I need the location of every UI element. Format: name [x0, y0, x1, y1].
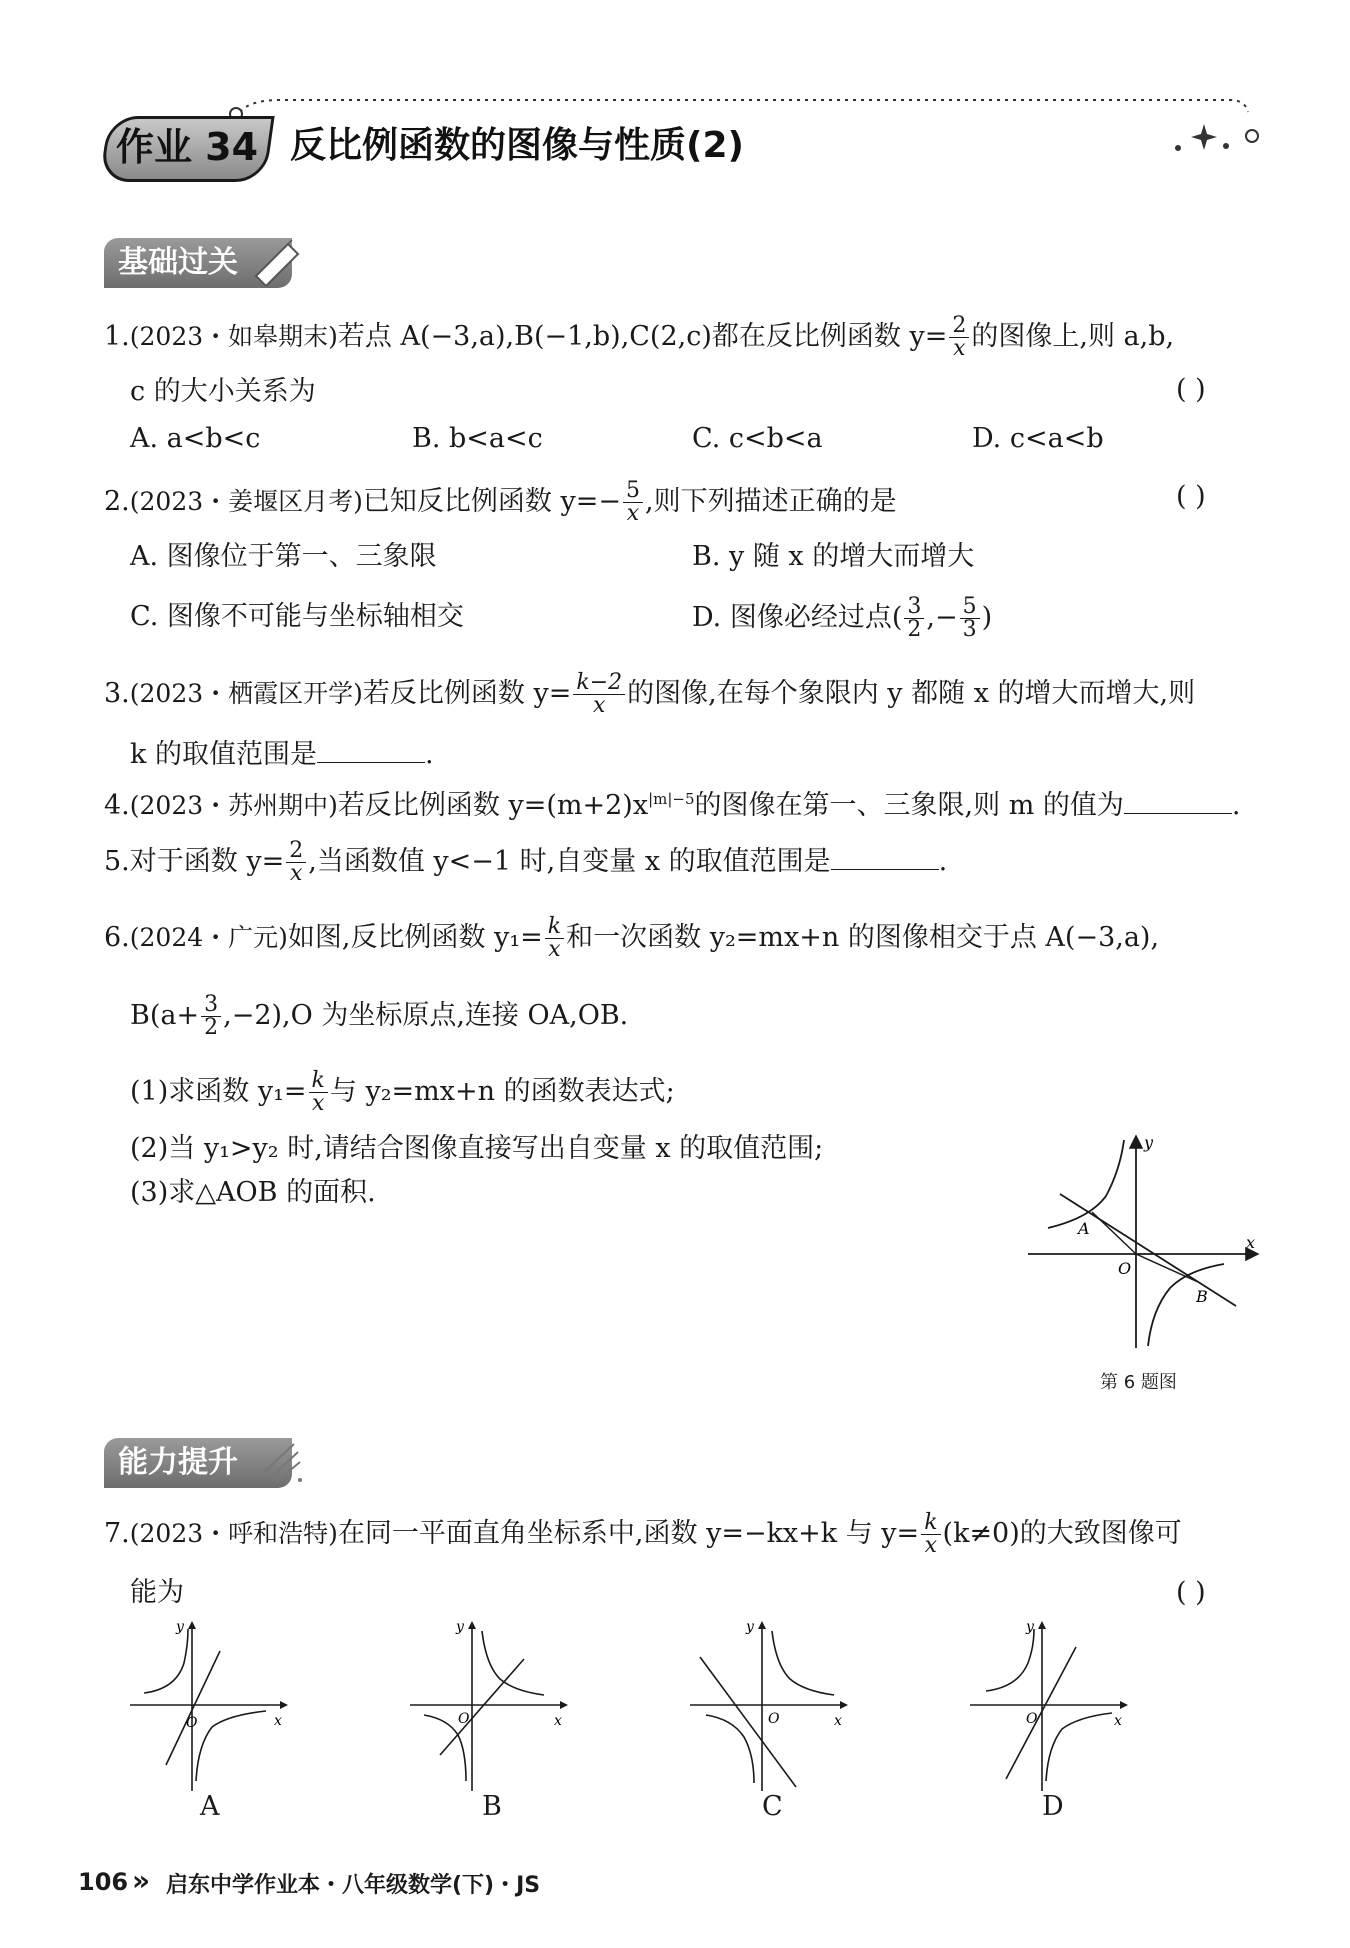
axis-label-x: x	[554, 1713, 562, 1729]
linear-function-line	[1060, 1194, 1236, 1306]
question-text-cont: ,当函数值 y<−1 时,自变量 x 的取值范围是	[308, 846, 831, 877]
question-text: .	[938, 846, 948, 877]
question-5	[104, 840, 947, 885]
option-a: A. a<b<c	[130, 423, 261, 454]
fraction-numerator: 3	[201, 994, 221, 1017]
chevron-right-icon: »	[132, 1864, 151, 1897]
fraction	[286, 840, 306, 885]
question-text: 若反比例函数 y=(m+2)x	[337, 790, 649, 821]
question-1-line2: c 的大小关系为	[130, 376, 316, 407]
question-text: 如图,反比例函数 y₁=	[287, 922, 543, 953]
fraction-numerator: 5	[623, 480, 643, 503]
segment-oa	[1092, 1212, 1136, 1254]
fraction-denominator: x	[548, 937, 561, 962]
axis-label-x: x	[834, 1713, 842, 1729]
option-c: C. c<b<a	[692, 423, 823, 454]
fraction	[949, 315, 969, 360]
question-text: 若点 A(−3,a),B(−1,b),C(2,c)都在反比例函数 y=	[337, 321, 948, 352]
question-4	[104, 782, 1240, 823]
exponent: |m|−5	[648, 790, 695, 808]
question-6-sub1	[130, 1070, 675, 1115]
question-number: 3.	[104, 678, 130, 709]
option-graph-a[interactable]	[124, 1615, 294, 1795]
question-source: (2023・苏州期中)	[129, 791, 338, 820]
option-d	[692, 596, 992, 641]
question-number: 7.	[104, 1518, 130, 1549]
question-number: 6.	[104, 922, 130, 953]
question-text: ,−2),O 为坐标原点,连接 OA,OB.	[223, 1000, 629, 1031]
label-a: A	[1078, 1219, 1090, 1238]
option-text: D. 图像必经过点(	[692, 602, 903, 633]
question-text-cont: 的图像在第一、三象限,则 m 的值为	[694, 790, 1124, 821]
option-b: B. b<a<c	[412, 423, 543, 454]
fraction-numerator: 2	[286, 840, 306, 863]
option-text: )	[981, 602, 993, 633]
fraction-numerator: k	[921, 1512, 940, 1535]
answer-paren: ( )	[1176, 374, 1206, 405]
label-b: B	[1196, 1287, 1208, 1306]
question-3	[104, 672, 1195, 717]
fraction-numerator: k−2	[573, 672, 625, 695]
option-c: C. 图像不可能与坐标轴相交	[130, 601, 464, 632]
question-text: .	[1231, 790, 1241, 821]
axis-label-o: O	[458, 1711, 470, 1727]
answer-paren: ( )	[1176, 1577, 1206, 1608]
question-text: k 的取值范围是	[130, 739, 317, 770]
label-o: O	[1118, 1259, 1132, 1278]
option-graph-b-label: B	[482, 1791, 502, 1822]
hyperbola-branch-left	[1048, 1140, 1124, 1228]
question-text: 已知反比例函数 y=−	[362, 486, 621, 517]
option-a: A. 图像位于第一、三象限	[130, 541, 437, 572]
question-3-line2	[130, 736, 434, 772]
fraction	[921, 1512, 940, 1557]
question-number: 2.	[104, 486, 130, 517]
axis-label-y: y	[456, 1619, 464, 1635]
fraction-denominator: 2	[204, 1015, 219, 1040]
axis-label-y: y	[1026, 1619, 1034, 1635]
label-x: x	[1246, 1233, 1256, 1252]
question-1	[104, 315, 1174, 360]
axis-label-y: y	[746, 1619, 754, 1635]
figure-caption: 第 6 题图	[1100, 1372, 1177, 1393]
option-graph-b[interactable]	[404, 1615, 574, 1795]
question-source: (2024・广元)	[129, 923, 288, 952]
question-text-cont: (k≠0)的大致图像可	[942, 1518, 1182, 1549]
option-graph-d[interactable]	[964, 1615, 1134, 1795]
fraction-denominator: x	[626, 501, 640, 526]
fraction	[309, 1070, 328, 1115]
question-text-cont: 的图像,在每个象限内 y 都随 x 的增大而增大,则	[627, 678, 1196, 709]
pencil-icon	[248, 236, 308, 286]
question-number: 5.	[104, 846, 130, 877]
question-text: 若反比例函数 y=	[362, 678, 572, 709]
fraction-denominator: x	[953, 336, 966, 361]
question-7-line2: 能为	[130, 1577, 184, 1608]
question-source: (2023・如皋期末)	[129, 322, 338, 351]
fraction	[573, 672, 625, 717]
option-d: D. c<a<b	[972, 423, 1104, 454]
question-source: (2023・姜堰区月考)	[129, 487, 363, 516]
question-2	[104, 480, 897, 525]
option-graph-c[interactable]	[684, 1615, 854, 1795]
section-basic: 基础过关	[104, 238, 292, 288]
axis-label-x: x	[274, 1713, 282, 1729]
sparkle-icon	[250, 1436, 310, 1486]
question-text-cont: 和一次函数 y₂=mx+n 的图像相交于点 A(−3,a),	[566, 922, 1160, 953]
option-b: B. y 随 x 的增大而增大	[692, 541, 975, 572]
question-text: 与 y₂=mx+n 的函数表达式;	[329, 1076, 675, 1107]
question-6	[104, 916, 1159, 961]
question-source: (2023・栖霞区开学)	[129, 679, 363, 708]
assignment-badge-text: 作业 34	[115, 125, 259, 169]
question-source: (2023・呼和浩特)	[129, 1519, 338, 1548]
fraction-numerator: k	[309, 1070, 328, 1093]
question-text: .	[424, 739, 434, 770]
answer-blank[interactable]	[1124, 787, 1232, 814]
question-text: 对于函数 y=	[129, 846, 285, 877]
fraction-denominator: 2	[907, 617, 922, 642]
page-number: 106	[78, 1868, 129, 1896]
fraction-denominator: 3	[962, 617, 977, 642]
fraction-denominator: x	[593, 693, 606, 718]
label-y: y	[1144, 1133, 1154, 1152]
fraction	[904, 596, 924, 641]
question-text: (1)求函数 y₁=	[130, 1076, 307, 1107]
fraction-denominator: x	[924, 1533, 938, 1558]
question-number: 4.	[104, 790, 130, 821]
answer-paren: ( )	[1176, 481, 1206, 512]
question-text: 在同一平面直角坐标系中,函数 y=−kx+k 与 y=	[337, 1518, 920, 1549]
option-graph-a-label: A	[200, 1791, 220, 1822]
question-number: 1.	[104, 321, 130, 352]
question-text-cont: ,则下列描述正确的是	[645, 486, 897, 517]
page-title: 反比例函数的图像与性质(2)	[290, 125, 744, 166]
question-text-cont: 的图像上,则 a,b,	[971, 321, 1175, 352]
fraction	[545, 916, 564, 961]
question-6-sub3: (3)求△AOB 的面积.	[130, 1177, 376, 1208]
axis-label-x: x	[1114, 1713, 1122, 1729]
question-6-figure	[1020, 1130, 1260, 1370]
question-text: B(a+	[130, 1000, 200, 1031]
axis-label-o: O	[186, 1715, 198, 1731]
option-graph-c-label: C	[762, 1791, 783, 1822]
header	[0, 0, 1350, 200]
fraction-numerator: k	[545, 916, 564, 939]
question-6-line2	[130, 994, 628, 1039]
fraction-numerator: 5	[960, 596, 980, 619]
fraction-denominator: x	[290, 861, 303, 886]
axis-label-y: y	[176, 1619, 184, 1635]
section-advanced: 能力提升	[104, 1438, 292, 1488]
fraction	[623, 480, 643, 525]
fraction-denominator: x	[311, 1091, 325, 1116]
option-graph-d-label: D	[1042, 1791, 1064, 1822]
axis-label-o: O	[1026, 1711, 1038, 1727]
fraction	[960, 596, 980, 641]
answer-blank[interactable]	[317, 736, 425, 763]
fraction-numerator: 2	[949, 315, 969, 338]
segment-ob	[1136, 1254, 1198, 1282]
question-7	[104, 1512, 1182, 1557]
book-title: 启东中学作业本・八年级数学(下)・JS	[166, 1873, 541, 1898]
option-text: ,−	[926, 602, 958, 633]
fraction-numerator: 3	[904, 596, 924, 619]
question-6-sub2: (2)当 y₁>y₂ 时,请结合图像直接写出自变量 x 的取值范围;	[130, 1133, 824, 1164]
axis-label-o: O	[768, 1711, 780, 1727]
answer-blank[interactable]	[831, 843, 939, 870]
fraction	[201, 994, 221, 1039]
